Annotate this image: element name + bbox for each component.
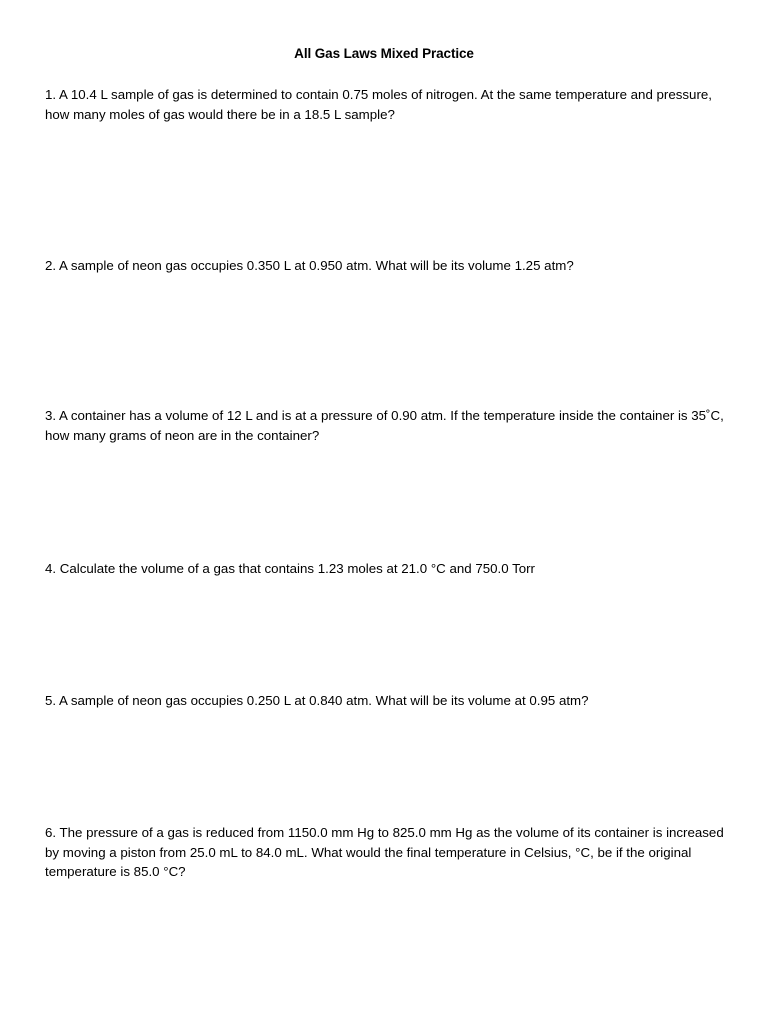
question-1: 1. A 10.4 L sample of gas is determined to contain 0.75 moles of nitrogen. At the same temperature and pressure, how many moles of gas would there be in a 18.5 L sample?	[45, 87, 712, 122]
question-3: 3. A container has a volume of 12 L and is at a pressure of 0.90 atm. If the temperature inside the container is 35˚C, how many grams of neon are in the container?	[45, 408, 724, 443]
question-4: 4. Calculate the volume of a gas that contains 1.23 moles at 21.0 °C and 750.0 Torr	[45, 561, 535, 576]
question-6: 6. The pressure of a gas is reduced from 1150.0 mm Hg to 825.0 mm Hg as the volume of its container is increased by moving a piston from 25.0 mL to 84.0 mL. What would the final temperature in Celsius, °C, be if the original temperature is 85.0 °C?	[45, 825, 724, 879]
question-2: 2. A sample of neon gas occupies 0.350 L at 0.950 atm. What will be its volume 1.25 atm?	[45, 258, 574, 273]
page-title: All Gas Laws Mixed Practice	[294, 46, 474, 61]
question-5: 5. A sample of neon gas occupies 0.250 L at 0.840 atm. What will be its volume at 0.95 atm?	[45, 693, 589, 708]
